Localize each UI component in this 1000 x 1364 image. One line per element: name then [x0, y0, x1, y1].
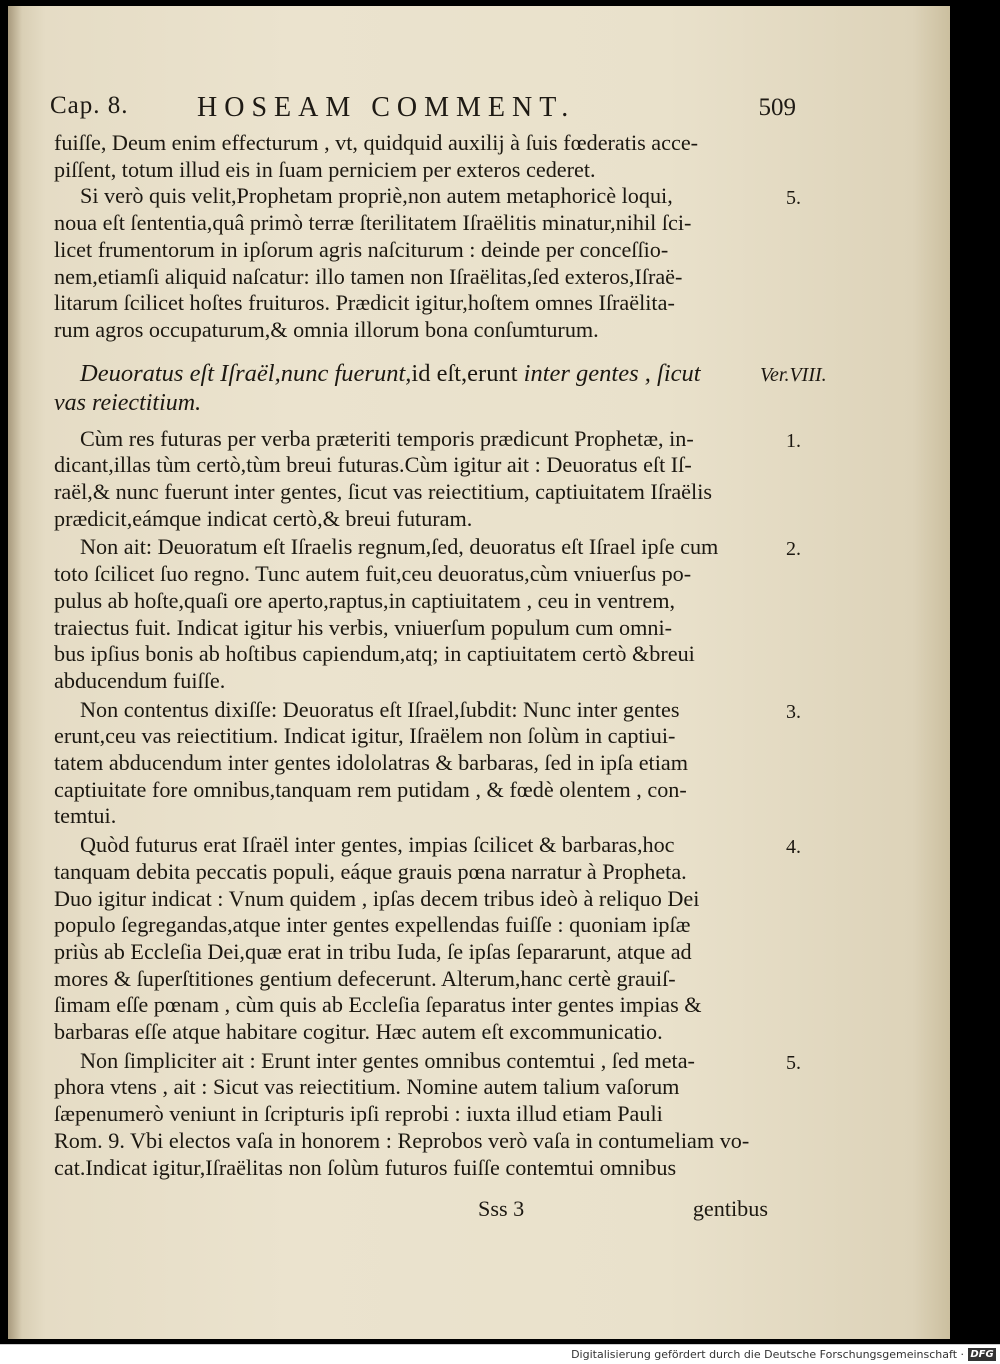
text-line: cat.Indicat igitur,Iſraëlitas non ſolùm futuros fuiſſe contemtui omnibus: [54, 1154, 677, 1180]
text-line: barbaras eſſe atque habitare cogitur. Hæc autem eſt excommunicatio.: [54, 1019, 663, 1044]
folio-number: 509: [758, 94, 796, 121]
margin-number: 2.: [786, 538, 801, 561]
funding-notice: Digitalisierung gefördert durch die Deutsche Forschungsgemeinschaft ·: [571, 1348, 964, 1361]
verse-margin-label: Ver.VIII.: [760, 363, 827, 386]
verse-lemma-line: [54, 360, 766, 388]
dfg-logo: DFG: [968, 1348, 996, 1361]
margin-number: 5.: [786, 187, 801, 210]
text-line: bus ipſius bonis ab hoſtibus capiendum,atq; in captiuitatem certò &breui: [54, 641, 695, 667]
text-line: abducendum fuiſſe.: [54, 667, 226, 693]
text-line: phora vtens , ait : Sicut vas reiectitium. Nomine autem talium vaſorum: [54, 1074, 680, 1100]
book-page: [8, 6, 950, 1339]
text-line: dicant,illas tùm certò,tùm breui futuras.Cùm igitur ait : Deuoratus eſt Iſ-: [54, 452, 692, 478]
text-line: ſimam eſſe pœnam , cùm quis ab Eccleſia ſeparatus inter gentes impias &: [54, 992, 702, 1018]
text-line: fuiſſe, Deum enim effecturum , vt, quidquid auxilij à ſuis fœderatis acce-: [54, 130, 699, 155]
footer-bar: [0, 1344, 1000, 1364]
margin-number: 1.: [786, 429, 801, 452]
text-line: tatem abducendum inter gentes idololatras & barbaras, ſed in ipſa etiam: [54, 750, 688, 775]
text-line: populo ſegregandas,atque inter gentes expellendas fuiſſe : quoniam ipſæ: [54, 912, 691, 938]
margin-number: 5.: [786, 1051, 801, 1074]
text-line: pulus ab hoſte,quaſi ore aperto,raptus,in captiuitatem , ceu in ventrem,: [54, 587, 676, 613]
margin-number: 4.: [786, 836, 801, 859]
page-gutter-shadow: [8, 6, 22, 1339]
text-line: mores & ſuperſtitiones gentium defecerunt. Alterum,hanc certè grauiſ-: [54, 965, 676, 991]
catchwords: [478, 1196, 768, 1226]
text-line: Non contentus dixiſſe: Deuoratus eſt Iſrael,ſubdit: Nunc inter gentes: [80, 696, 680, 722]
verse-lemma-line: vas reiectitium.: [54, 389, 202, 416]
text-line: Rom. 9. Vbi electos vaſa in honorem : Reprobos verò vaſa in contumeliam vo-: [54, 1127, 750, 1153]
running-head: HOSEAM COMMENT.: [197, 92, 576, 123]
text-line: ſæpenumerò veniunt in ſcripturis ipſi reprobi : iuxta illud etiam Pauli: [54, 1101, 663, 1127]
text-line: raël,& nunc fuerunt inter gentes, ſicut vas reiectitium, captiuitatem Iſraëlis: [54, 479, 712, 504]
text-line: litarum ſcilicet hoſtes fruituros. Prædicit igitur,hoſtem omnes Iſraëlita-: [54, 290, 675, 316]
text-line: noua eſt ſententia,quâ primò terræ ſterilitatem Iſraëlitis minatur,nihil ſci-: [54, 210, 692, 236]
signature-mark: Sss 3: [478, 1196, 525, 1221]
text-line: piſſent, totum illud eis in ſuam perniciem per exteros cederet.: [54, 156, 596, 182]
text-line: Non ſimpliciter ait : Erunt inter gentes omnibus contemtui , ſed meta-: [80, 1047, 695, 1073]
text-line: toto ſcilicet ſuo regno. Tunc autem fuit,ceu deuoratus,cùm vniuerſus po-: [54, 561, 692, 587]
text-line: Cùm res futuras per verba præteriti temporis prædicunt Prophetæ, in-: [80, 425, 694, 451]
text-line: licet frumentorum in ipſorum agris naſciturum : deinde per conceſſio-: [54, 236, 669, 262]
text-line: captiuitate fore omnibus,tanquam rem putidam , & fœdè olentem , con-: [54, 776, 687, 802]
text-line: priùs ab Eccleſia Dei,quæ erat in tribu Iuda, ſe ipſas ſepararunt, atque ad: [54, 938, 692, 964]
text-line: erunt,ceu vas reiectitium. Indicat igitur, Iſraëlem non ſolùm in captiui-: [54, 723, 676, 749]
verse-fragment: inter gentes , ſicut: [523, 359, 701, 387]
text-line: traiectus fuit. Indicat igitur his verbis, vniuerſum populum cum omni-: [54, 614, 673, 640]
chapter-label: Cap. 8.: [50, 92, 129, 119]
text-line: Duo igitur indicat : Vnum quidem , ipſas decem tribus ideò à reliquo Dei: [54, 885, 700, 911]
verse-fragment: Deuoratus eſt Iſraël,nunc fuerunt,: [80, 359, 412, 387]
text-line: tanquam debita peccatis populi, eáque grauis pœna narratur à Propheta.: [54, 858, 687, 884]
verse-fragment: id eſt,erunt: [411, 359, 524, 387]
margin-number: 3.: [786, 700, 801, 723]
text-line: rum agros occupaturum,& omnia illorum bona conſumturum.: [54, 316, 599, 342]
text-line: temtui.: [54, 803, 117, 829]
page-header: [50, 92, 796, 128]
text-line: nem,etiamſi aliquid naſcatur: illo tamen non Iſraëlitas,ſed exteros,Iſraë-: [54, 263, 683, 289]
catchword: gentibus: [692, 1196, 768, 1221]
text-line: prædicit,eámque indicat certò,& breui futuram.: [54, 505, 473, 531]
text-line: Non ait: Deuoratum eſt Iſraelis regnum,ſed, deuoratus eſt Iſrael ipſe cum: [80, 534, 719, 560]
text-line: Si verò quis velit,Prophetam propriè,non autem metaphoricè loqui,: [80, 183, 673, 209]
text-line: Quòd futurus erat Iſraël inter gentes, impias ſcilicet & barbaras,hoc: [80, 832, 675, 858]
